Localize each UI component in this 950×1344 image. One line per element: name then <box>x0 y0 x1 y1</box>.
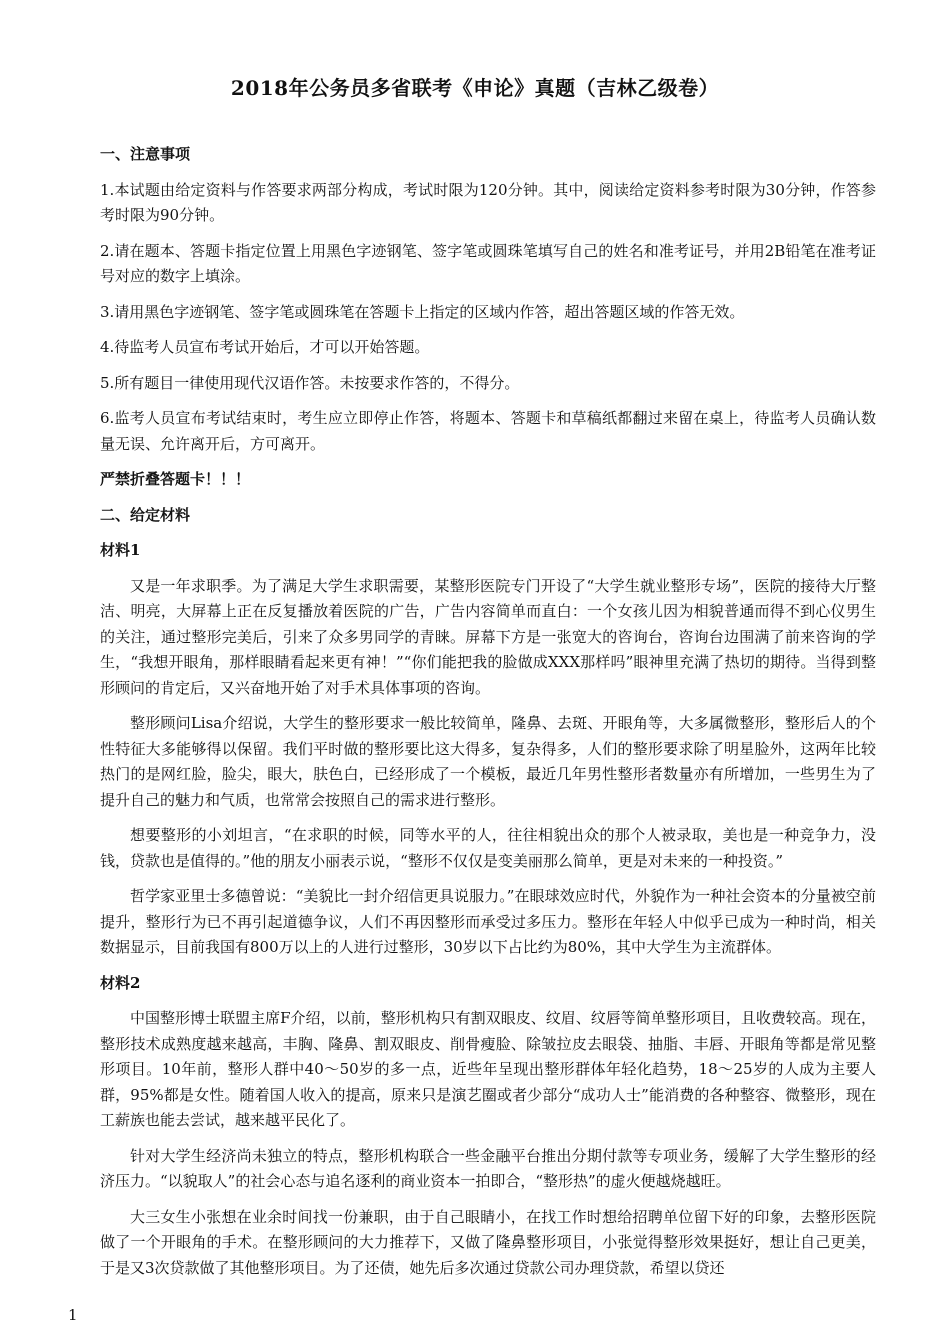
note-item: 5.所有题目一律使用现代汉语作答。未按要求作答的，不得分。 <box>100 373 520 392</box>
section-heading-notes: 一、注意事项 <box>100 145 191 163</box>
note-item: 6.监考人员宣布考试结束时，考生应立即停止作答，将题本、答题卡和草稿纸都翻过来留在桌上，待监考人员确认数量无误、允许离开后，方可离开。 <box>100 409 876 453</box>
warning-text: 严禁折叠答题卡！！！ <box>100 470 251 488</box>
material-paragraph: 整形顾问Lisa介绍说，大学生的整形要求一般比较简单，隆鼻、去斑、开眼角等，大多属微整形，整形后人的个性特征大多能够得以保留。我们平时做的整形要比这大得多，复杂得多，人们的整形要求除了明星脸外，这两年比较热门的是网红脸，脸尖，眼大，肤色白，已经形成了一个模板，最近几年男性整形者数量亦有所增加，一些男生为了提升自己的魅力和气质，也常常会按照自己的需求进行整形。 <box>100 714 876 809</box>
note-item: 3.请用黑色字迹钢笔、签字笔或圆珠笔在答题卡上指定的区域内作答，超出答题区域的作答无效。 <box>100 302 745 321</box>
note-item: 4.待监考人员宣布考试开始后，才可以开始答题。 <box>100 338 430 356</box>
material-paragraph: 大三女生小张想在业余时间找一份兼职，由于自己眼睛小，在找工作时想给招聘单位留下好的印象，去整形医院做了一个开眼角的手术。在整形顾问的大力推荐下，又做了隆鼻整形项目，小张觉得整形效果挺好，想让自己更美，于是又3次贷款做了其他整形项目。为了还债，她先后多次通过贷款公司办理贷款，希望以贷还 <box>100 1207 876 1277</box>
page-number: 1 <box>68 1306 78 1324</box>
material-paragraph: 哲学家亚里士多德曾说：“美貌比一封介绍信更具说服力。”在眼球效应时代，外貌作为一种社会资本的分量被空前提升，整形行为已不再引起道德争议，人们不再因整形而承受过多压力。整形在年轻人中似乎已成为一种时尚，相关数据显示，目前我国有800万以上的人进行过整形，30岁以下占比约为80%，其中大学生为主流群体。 <box>100 887 876 956</box>
material-label: 材料1 <box>100 541 141 559</box>
material-paragraph: 针对大学生经济尚未独立的特点，整形机构联合一些金融平台推出分期付款等专项业务，缓解了大学生整形的经济压力。“以貌取人”的社会心态与追名逐利的商业资本一拍即合，“整形热”的虚火便越烧越旺。 <box>100 1146 876 1190</box>
document-title: 2018年公务员多省联考《申论》真题（吉林乙级卷） <box>230 76 720 100</box>
document-body <box>100 142 876 1291</box>
material-label: 材料2 <box>100 973 141 992</box>
material-paragraph: 又是一年求职季。为了满足大学生求职需要，某整形医院专门开设了“大学生就业整形专场”，医院的接待大厅整洁、明亮，大屏幕上正在反复播放着医院的广告，广告内容简单而直白：一个女孩儿因为相貌普通而得不到心仪男生的关注，通过整形完美后，引来了众多男同学的青睐。屏幕下方是一张宽大的咨询台，咨询台边围满了前来咨询的学生，“我想开眼角，那样眼睛看起来更有神！”“你们能把我的脸做成XXX那样吗”眼神里充满了热切的期待。当得到整形顾问的肯定后，又兴奋地开始了对手术具体事项的咨询。 <box>100 576 876 697</box>
section-heading-materials: 二、给定材料 <box>100 505 191 524</box>
note-item: 2.请在题本、答题卡指定位置上用黑色字迹钢笔、签字笔或圆珠笔填写自己的姓名和准考证号，并用2B铅笔在准考证号对应的数字上填涂。 <box>100 241 876 285</box>
material-paragraph: 中国整形博士联盟主席F介绍，以前，整形机构只有割双眼皮、纹眉、纹唇等简单整形项目，且收费较高。现在，整形技术成熟度越来越高，丰胸、隆鼻、割双眼皮、削骨瘦脸、除皱拉皮去眼袋、抽脂、丰唇、开眼角等都是常见整形项目。10年前，整形人群中40～50岁的多一点，近些年呈现出整形群体年轻化趋势，18～25岁的人成为主要人群，95%都是女性。随着国人收入的提高，原来只是演艺圈或者少部分“成功人士”能消费的各种整容、微整形，现在工薪族也能去尝试，越来越平民化了。 <box>100 1009 876 1129</box>
note-item: 1.本试题由给定资料与作答要求两部分构成，考试时限为120分钟。其中，阅读给定资料参考时限为30分钟，作答参考时限为90分钟。 <box>100 180 876 224</box>
material-paragraph: 想要整形的小刘坦言，“在求职的时候，同等水平的人，往往相貌出众的那个人被录取，美也是一种竞争力，没钱，贷款也是值得的。”他的朋友小丽表示说，“整形不仅仅是变美丽那么简单，更是对未来的一种投资。” <box>100 826 876 870</box>
